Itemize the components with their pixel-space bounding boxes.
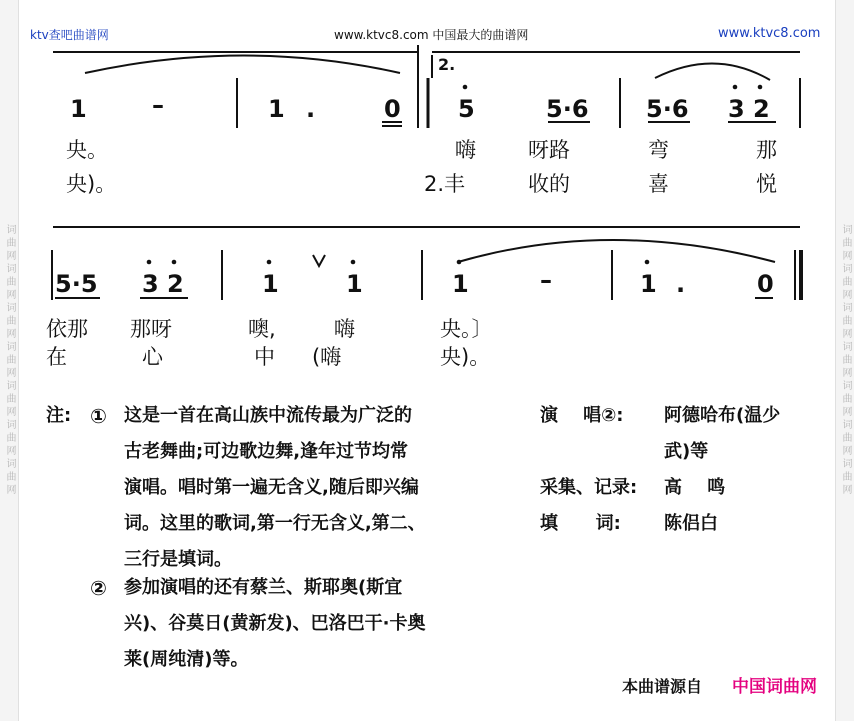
svg-text:1: 1 [262,270,279,298]
svg-text:.: . [306,95,316,123]
lyric-syllable: 央。〕 [440,317,493,341]
svg-text:5·6: 5·6 [646,95,689,123]
lyric-syllable: 依那 [46,317,88,341]
svg-text:1: 1 [268,95,285,123]
singer-label: 演 唱②: [540,405,624,426]
singer-value: 阿德哈布(温少 [664,405,781,426]
svg-text:1: 1 [70,95,87,123]
svg-text:.: . [676,270,686,298]
lyric-syllable: 噢, [248,317,276,341]
svg-text:3 2: 3 2 [728,95,770,123]
note1-marker: ① [90,404,107,428]
lyric-syllable: 弯 [648,138,669,162]
svg-text:–: – [540,266,552,294]
svg-text:–: – [152,91,164,119]
svg-text:0: 0 [757,270,774,298]
svg-text:1: 1 [346,270,363,298]
svg-text:5·6: 5·6 [546,95,589,123]
lyricist-label: 填 词: [540,513,621,534]
collector-value: 高 鸣 [664,477,726,498]
lyric-syllable: (嗨 [312,345,342,369]
note1-line: 词。这里的歌词,第一行无含义,第二、 [124,513,426,534]
footer-brand-link[interactable]: 中国词曲网 [732,677,817,697]
lyric-syllable: 那 [756,138,777,162]
lyric-syllable: 中 [254,345,275,369]
header-center-site[interactable]: www.ktvc8.com 中国最大的曲谱网 [334,28,529,42]
lyric-syllable: 心 [142,345,163,369]
svg-text:1: 1 [452,270,469,298]
note2-text [124,570,426,678]
lyric-syllable: 悦 [756,172,777,196]
right-watermark-strip: 词曲网词曲网词曲网词曲网词曲网词曲网词曲网 [835,0,854,721]
lyric-syllable: 央)。 [440,345,491,369]
note2-line: 莱(周纯清)等。 [124,649,249,670]
header-right-site[interactable]: www.ktvc8.com [718,26,821,41]
left-watermark-strip: 词曲网词曲网词曲网词曲网词曲网词曲网词曲网 [0,0,19,721]
lyric-syllable: 嗨 [334,317,355,341]
note2-line: 兴)、谷莫日(黄新发)、巴洛巴干·卡奥 [124,613,426,634]
note1-line: 三行是填词。 [124,549,232,570]
singer-value-cont: 武)等 [664,441,709,462]
lyric-syllable: 呀路 [528,138,570,162]
lyric-syllable: 在 [46,345,67,369]
svg-text:5·5: 5·5 [55,270,98,298]
collector-label: 采集、记录: [540,477,638,498]
header-left-site[interactable]: ktv查吧曲谱网 [30,28,109,42]
notes-label: 注: [46,405,72,426]
note2-line: 参加演唱的还有蔡兰、斯耶奥(斯宜 [124,577,403,598]
svg-text:5: 5 [458,95,475,123]
breath-mark [313,255,325,266]
footer-source-text: 本曲谱源自 [622,677,703,696]
note1-text [124,398,426,578]
row1-tie-left [85,56,400,74]
lyric-syllable: 2.丰 [424,172,466,196]
volta-label: 2. [438,55,456,74]
note2-marker: ② [90,576,107,600]
lyric-syllable: 央)。 [66,172,117,196]
lyric-syllable: 收的 [528,172,570,196]
svg-text:1: 1 [640,270,657,298]
note1-line: 古老舞曲;可边歌边舞,逢年过节均常 [124,441,409,462]
lyricist-value: 陈侣白 [664,513,718,534]
row2-tie [458,240,775,262]
row1-tie-right [655,63,770,80]
lyric-syllable: 喜 [648,172,669,196]
lyric-syllable: 嗨 [455,138,476,162]
lyric-syllable: 那呀 [130,317,172,341]
svg-text:0: 0 [384,95,401,123]
note1-line: 演唱。唱时第一遍无含义,随后即兴编 [124,477,419,498]
lyric-syllable: 央。 [66,138,108,162]
svg-text:3 2: 3 2 [142,270,184,298]
note1-line: 这是一首在高山族中流传最为广泛的 [124,405,412,426]
